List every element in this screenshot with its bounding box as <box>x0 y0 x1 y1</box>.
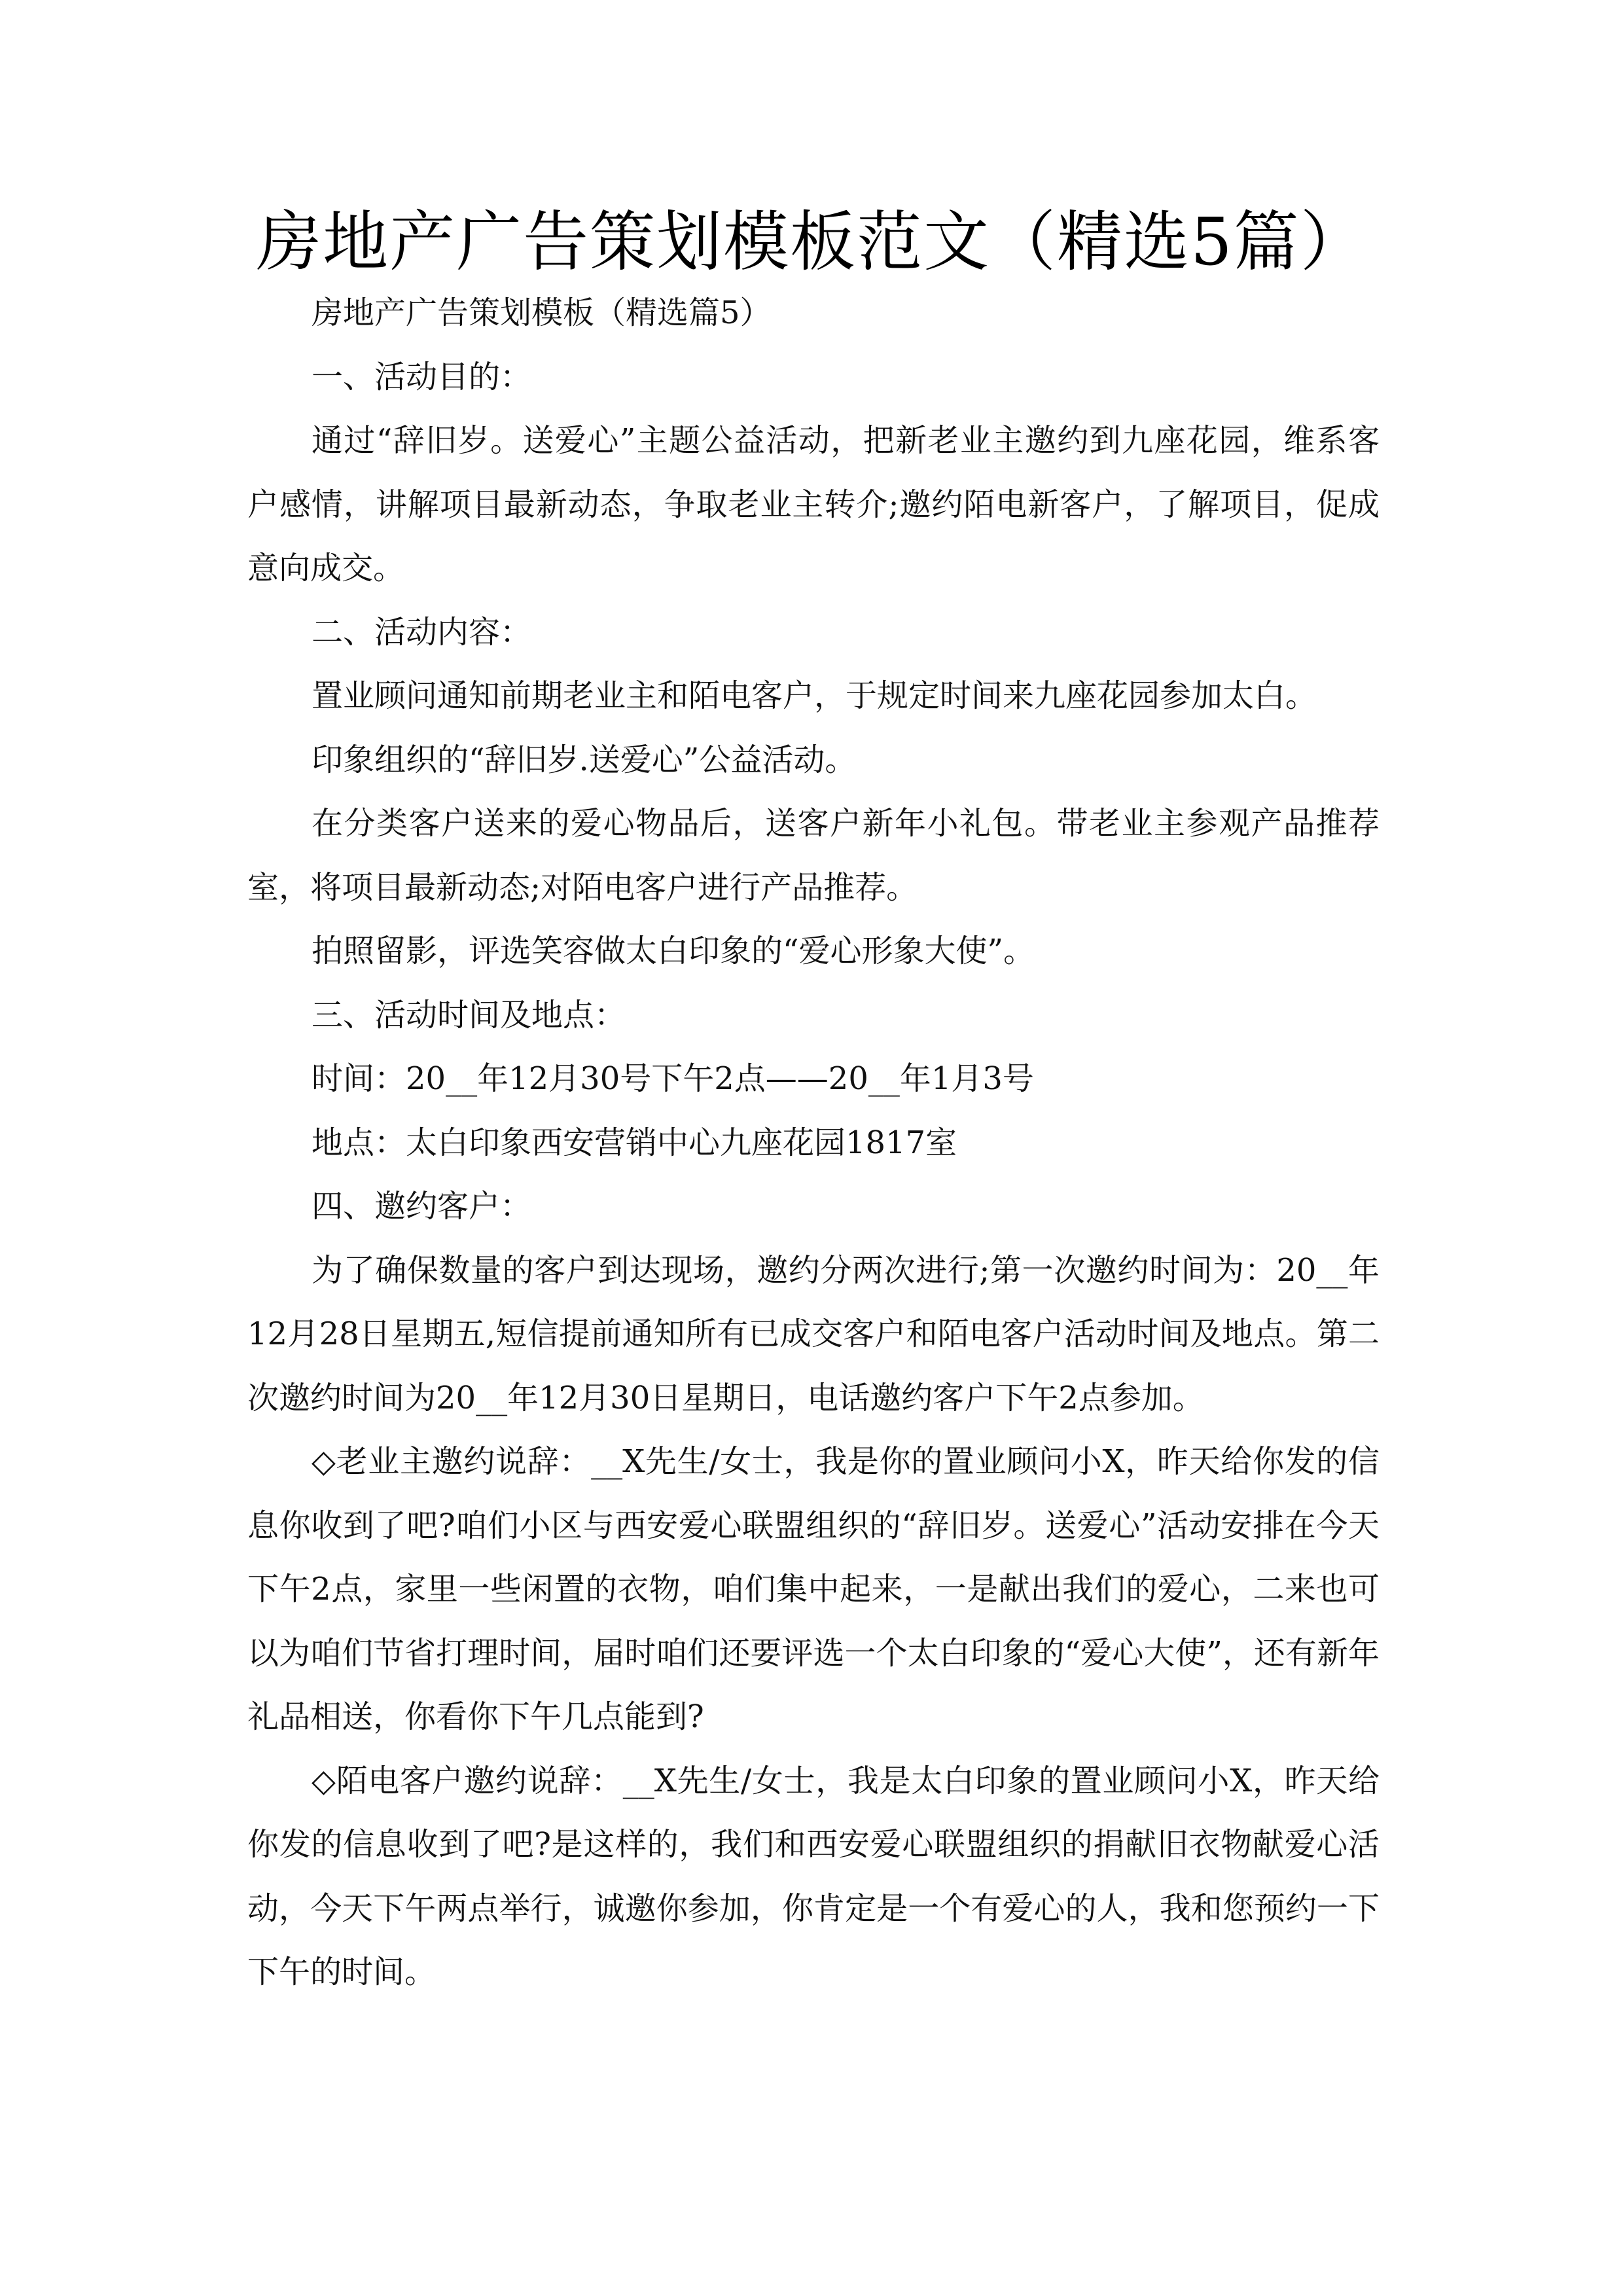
section-heading-content: 二、活动内容： <box>312 613 532 651</box>
paragraph-content-4: 拍照留影，评选笑容做太白印象的“爱心形象大使”。 <box>312 933 1035 969</box>
paragraph-purpose: 通过“辞旧岁。送爱心”主题公益活动，把新老业主邀约到九座花园，维系客户感情，讲解项目最新动态，争取老业主转介;邀约陌电新客户，了解项目，促成意向成交。 <box>247 422 1380 586</box>
paragraph-invite-schedule: 为了确保数量的客户到达现场，邀约分两次进行;第一次邀约时间为：20__年12月28日星期五,短信提前通知所有已成交客户和陌电客户活动时间及地点。第二次邀约时间为20__年12月30日星期日，电话邀约客户下午2点参加。 <box>247 1251 1380 1416</box>
paragraph-new-customer-script: ◇陌电客户邀约说辞：__X先生/女士，我是太白印象的置业顾问小X，昨天给你发的信息收到了吧?是这样的，我们和西安爱心联盟组织的捐献旧衣物献爱心活动，今天下午两点举行，诚邀你参加，你肯定是一个有爱心的人，我和您预约一下下午的时间。 <box>247 1762 1380 1990</box>
paragraph-content-2: 印象组织的“辞旧岁.送爱心”公益活动。 <box>312 741 857 778</box>
paragraph-content-3: 在分类客户送来的爱心物品后，送客户新年小礼包。带老业主参观产品推荐室，将项目最新动态;对陌电客户进行产品推荐。 <box>247 805 1380 906</box>
paragraph-content-1: 置业顾问通知前期老业主和陌电客户，于规定时间来九座花园参加太白。 <box>312 677 1317 714</box>
paragraph-place: 地点：太白印象西安营销中心九座花园1817室 <box>312 1124 957 1161</box>
document-title: 房地产广告策划模板范文（精选5篇） <box>256 204 1367 280</box>
paragraph-old-owner-script: ◇老业主邀约说辞：__X先生/女士，我是你的置业顾问小X，昨天给你发的信息你收到了吧?咱们小区与西安爱心联盟组织的“辞旧岁。送爱心”活动安排在今天下午2点，家里一些闲置的衣物，咱们集中起来，一是献出我们的爱心，二来也可以为咱们节省打理时间，届时咱们还要评选一个太白印象的“爱心大使”，还有新年礼品相送，你看你下午几点能到? <box>247 1443 1380 1735</box>
section-heading-purpose: 一、活动目的： <box>312 358 532 395</box>
subtitle: 房地产广告策划模板（精选篇5） <box>312 295 772 331</box>
document-body <box>247 281 1380 2005</box>
paragraph-time: 时间：20__年12月30号下午2点——20__年1月3号 <box>312 1060 1034 1097</box>
section-heading-time-place: 三、活动时间及地点： <box>312 996 626 1033</box>
section-heading-invite: 四、邀约客户： <box>312 1188 532 1225</box>
